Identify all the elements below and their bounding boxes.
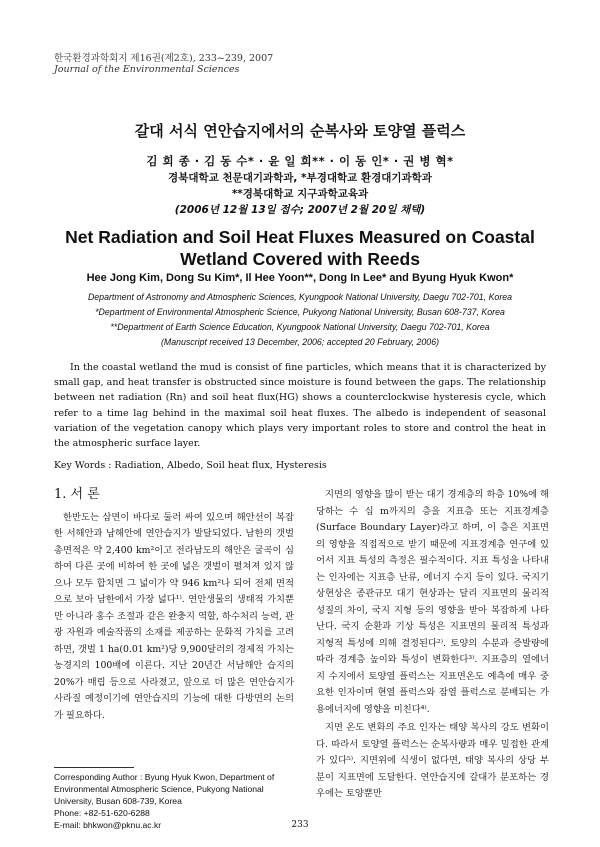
abstract: In the coastal wetland the mud is consist of fine particles, which means that it is characterized by small gap, and heat transfer is obstructed since moisture is found between the gaps. The relationship between net radiation (Rn) and soil heat flux(HG) shows a counterclockwise hysteresis cycle, which refer to a time lag behind in the maximal soil heat fluxes. The albedo is independent of seasonal variation of the vegetation canopy which plays very important roles to store and control the heat in the atmospheric surface layer. [54,362,546,450]
dates-korean: (2006년 12월 13일 접수; 2007년 2월 20일 채택) [174,204,426,216]
affiliation-english-1: Department of Astronomy and Atmospheric Sciences, Kyungpook National University, Daegu 702-701, Korea [87,292,513,302]
journal-name-en: Journal of the Environmental Sciences [54,64,240,75]
corresponding-author: Corresponding Author : Byung Hyuk Kwon, Department of Environmental Atmospheric Science, Pukyong National University, Busan 608-739, Korea [54,772,275,806]
journal-citation: 한국환경과학회지 제16권(제2호), 233~239, 2007 [54,53,274,64]
section-introduction-title: 1. 서 론 [54,487,100,502]
title-english [0,226,600,270]
title-english-line-2: Wetland Covered with Reeds [180,249,420,269]
footnote-divider [54,767,134,768]
affiliation-korean-1: 경북대학교 천문대기과학과, *부경대학교 환경대기과학과 [168,172,432,184]
right-column [316,487,549,803]
authors-english: Hee Jong Kim, Dong Su Kim*, Il Hee Yoon**, Dong In Lee* and Byung Hyuk Kwon* [86,272,514,284]
manuscript-dates: (Manuscript received 13 December, 2006; accepted 20 February, 2006) [160,337,440,347]
corresponding-email: E-mail: bhkwon@pknu.ac.kr [54,820,162,830]
affiliation-english-2: *Department of Environmental Atmospheric Science, Pukyong National University, Busan 608-737, Korea [95,307,505,317]
corresponding-phone: Phone: +82-51-620-6288 [54,808,150,818]
title-english-line-1: Net Radiation and Soil Heat Fluxes Measured on Coastal [65,227,535,247]
right-paragraph-1: 지면의 영향을 많이 받는 대기 경계층의 하층 10%에 해당하는 수 십 m까지의 층을 지표층 또는 지표경계층(Surface Boundary Layer)라고 하며, 이 층은 지표면의 영향을 직접적으로 받기 때문에 지표경계층 연구에 있어서 지표 특성의 측정은 필수적이다. 지표 특성을 나타내는 인자에는 지표층 난류, 에너지 수지 등이 있다. 국지기상현상은 종관규모 대기 현상과는 달리 지표면의 물리적 성질의 차이, 국지 지형 등의 영향을 받아 복잡하게 나타난다. 국지 순환과 기상 특성은 지표면의 물리적 특성과 지형적 특성에 의해 결정된다²⁾. 토양의 수분과 증발량에 따라 경계층 높이와 특성이 변화한다³⁾. 지표층의 열에너지 수지에서 토양열 플럭스는 지표면온도 예측에 매우 중요한 인자이며 현열 플럭스와 잠열 플럭스로 분배되는 가용에너지에 영향을 미친다⁴⁾. [316,489,549,715]
page-number: 233 [291,820,309,830]
left-paragraph-1: 한반도는 삼면이 바다로 둘러 싸여 있으며 해안선이 복잡한 서해안과 남해안에 연안습지가 발달되었다. 남한의 갯벌 총면적은 약 2,400 km²이고 전라남도의 해안은 굴곡이 심하여 다른 곳에 비하여 한 곳에 넓은 갯벌이 펼쳐져 있지 않으나 모두 합치면 그 넓이가 약 946 km²나 되어 전체 면적으로 보아 남한에서 가장 넓다¹⁾. 연안생물의 생태적 가치뿐만 아니라 홍수 조절과 같은 완충지 역할, 하수처리 능력, 관광 자원과 예술작품의 소재를 제공하는 문화적 가치를 고려하면, 갯벌 1 ha(0.01 km²)당 9,900달러의 경제적 가치는 농경지의 100배에 이른다. 지난 20년간 서남해안 습지의 20%가 매립 등으로 사라졌고, 앞으로 더 많은 연안습지가 사라질 예정이기에 연안습지의 기능에 대한 다방면의 논의가 필요하다. [54,511,294,721]
left-column [54,487,294,724]
title-korean: 갈대 서식 연안습지에서의 순복사와 토양열 플럭스 [134,122,466,140]
affiliation-english-3: **Department of Earth Science Education, Kyungpook National University, Daegu 702-701, Korea [110,322,490,332]
authors-korean: 김 희 종 · 김 동 수* · 윤 일 희** · 이 동 인* · 권 병 혁* [146,154,454,168]
keywords: Key Words : Radiation, Albedo, Soil heat flux, Hysteresis [54,460,327,471]
affiliation-korean-2: **경북대학교 지구과학교육과 [231,188,369,200]
right-paragraph-2: 지면 온도 변화의 주요 인자는 태양 복사의 강도 변화이다. 따라서 토양열 플럭스는 순복사량과 매우 밀접한 관계가 있다⁵⁾. 지면위에 식생이 없다면, 태양 복사의 상당 부분이 지표면에 도달한다. 연안습지에 갈대가 분포하는 경우에는 토양뿐만 [316,722,549,799]
